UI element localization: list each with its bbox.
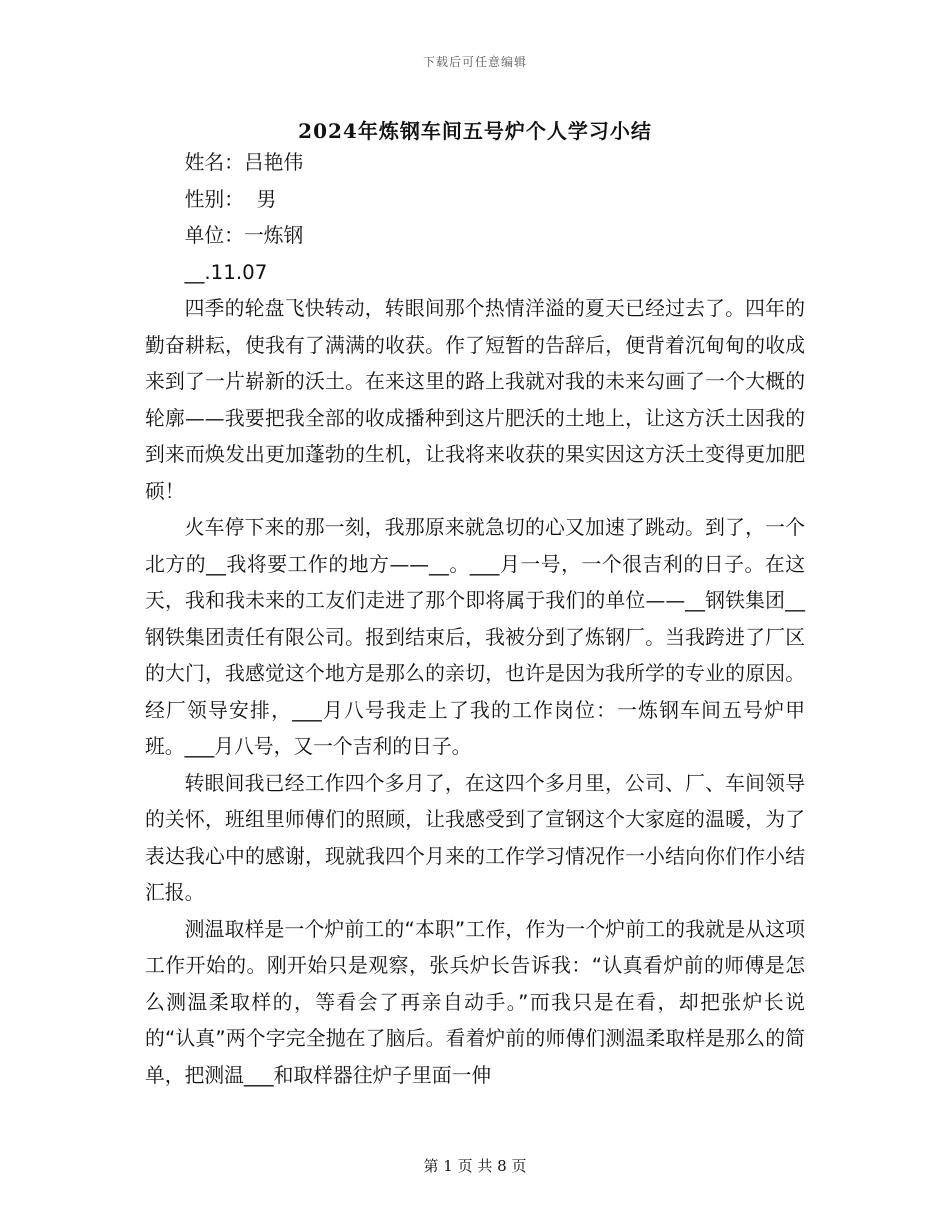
info-date: __.11.07 [184, 260, 268, 284]
info-unit: 单位：一炼钢 [184, 224, 304, 247]
info-gender: 性别： 男 [184, 187, 277, 211]
body-paragraph: 转眼间我已经工作四个多月了，在这四个多月里，公司、厂、车间领导的关怀，班组里师傅们的照顾，让我感受到了宣钢这个大家庭的温暖，为了表达我心中的感谢，现就我四个月来的工作学习情况作一小结向你们作小结汇报。 [145, 771, 805, 904]
page-number: 第 1 页 共 8 页 [423, 1157, 527, 1175]
document-title: 2024年炼钢车间五号炉个人学习小结 [298, 119, 652, 143]
body-paragraph: 测温取样是一个炉前工的“本职”工作，作为一个炉前工的我就是从这项工作开始的。刚开始只是观察，张兵炉长告诉我：“认真看炉前的师傅是怎么测温柔取样的，等看会了再亲自动手。”而我只是在看，却把张炉长说的“认真”两个字完全抛在了脑后。看着炉前的师傅们测温柔取样是那么的简单，把测温___和取样器往炉子里面一伸 [145, 917, 805, 1087]
body-paragraph: 火车停下来的那一刻，我那原来就急切的心又加速了跳动。到了，一个北方的__我将要工作的地方——__。___月一号，一个很吉利的日子。在这天，我和我未来的工友们走进了那个即将属于我们的单位——__钢铁集团__钢铁集团责任有限公司。报到结束后，我被分到了炼钢厂。当我跨进了厂区的大门，我感觉这个地方是那么的亲切，也许是因为我所学的专业的原因。经厂领导安排，___月八号我走上了我的工作岗位：一炼钢车间五号炉甲班。___月八号，又一个吉利的日子。 [145, 516, 805, 758]
body-paragraph: 四季的轮盘飞快转动，转眼间那个热情洋溢的夏天已经过去了。四年的勤奋耕耘，使我有了满满的收获。作了短暂的告辞后，便背着沉甸甸的收成来到了一片崭新的沃土。在来这里的路上我就对我的未来勾画了一个大概的轮廓——我要把我全部的收成播种到这片肥沃的土地上，让这方沃土因我的到来而焕发出更加蓬勃的生机，让我将来收获的果实因这方沃土变得更加肥硕！ [145, 297, 805, 503]
page-header-note: 下载后可任意编辑 [422, 55, 527, 69]
info-name: 姓名：吕艳伟 [184, 151, 304, 174]
document-body [145, 145, 805, 1094]
